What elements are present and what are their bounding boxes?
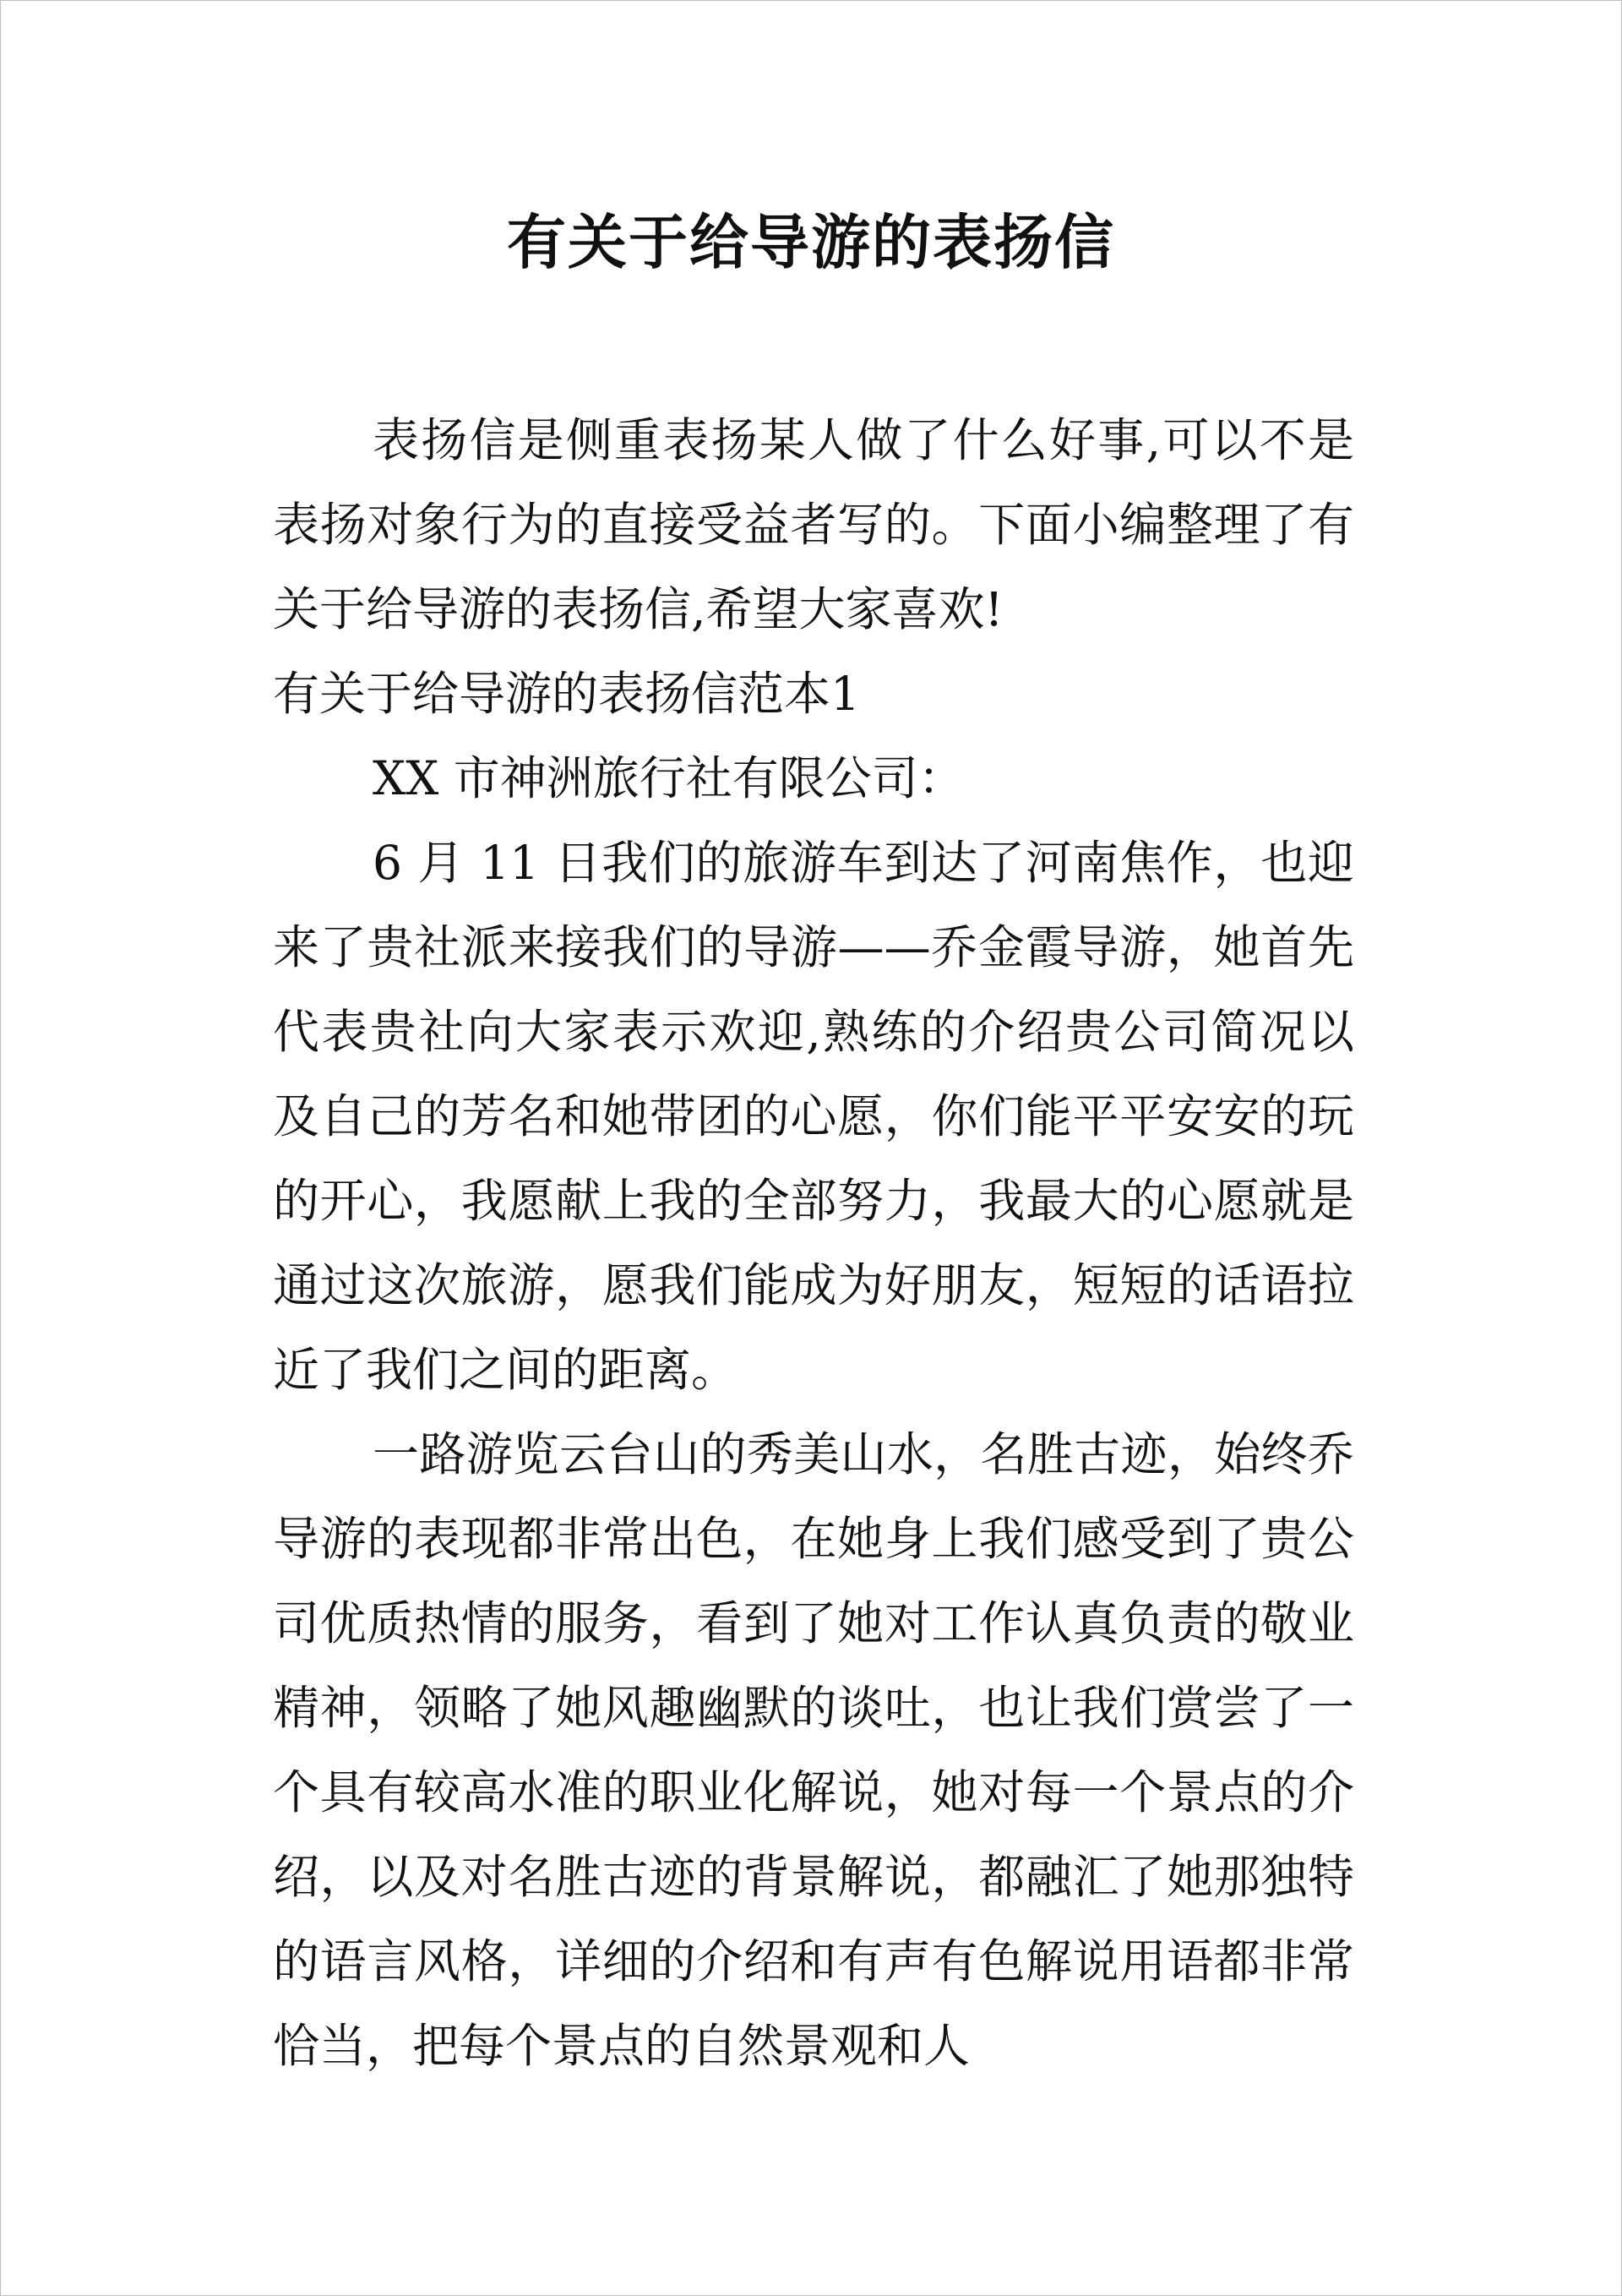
letter-paragraph: 一路游览云台山的秀美山水，名胜古迹，始终乔导游的表现都非常出色，在她身上我们感受到了贵公司优质热情的服务，看到了她对工作认真负责的敬业精神，领略了她风趣幽默的谈吐，也让我们赏尝了一个具有较高水准的职业化解说，她对每一个景点的介绍，以及对名胜古迹的背景解说，都融汇了她那独特的语言风格，详细的介绍和有声有色解说用语都非常恰当，把每个景点的自然景观和人 [273,1427,1354,2073]
document-body [273,398,1354,2088]
intro-paragraph: 表扬信是侧重表扬某人做了什么好事,可以不是表扬对象行为的直接受益者写的。下面小编整理了有关于给导游的表扬信,希望大家喜欢! [273,413,1354,636]
section-heading: 有关于给导游的表扬信范本1 [273,667,860,721]
letter-paragraph: 6 月 11 日我们的旅游车到达了河南焦作，也迎来了贵社派来接我们的导游——乔金霞导游，她首先代表贵社向大家表示欢迎,熟练的介绍贵公司简况以及自己的芳名和她带团的心愿，你们能平平安安的玩的开心，我愿献上我的全部努力，我最大的心愿就是通过这次旅游，愿我们能成为好朋友，短短的话语拉近了我们之间的距离。 [273,836,1354,1397]
document-title: 有关于给导游的表扬信 [507,208,1115,277]
letter-salutation: XX 市神洲旅行社有限公司： [373,751,965,805]
